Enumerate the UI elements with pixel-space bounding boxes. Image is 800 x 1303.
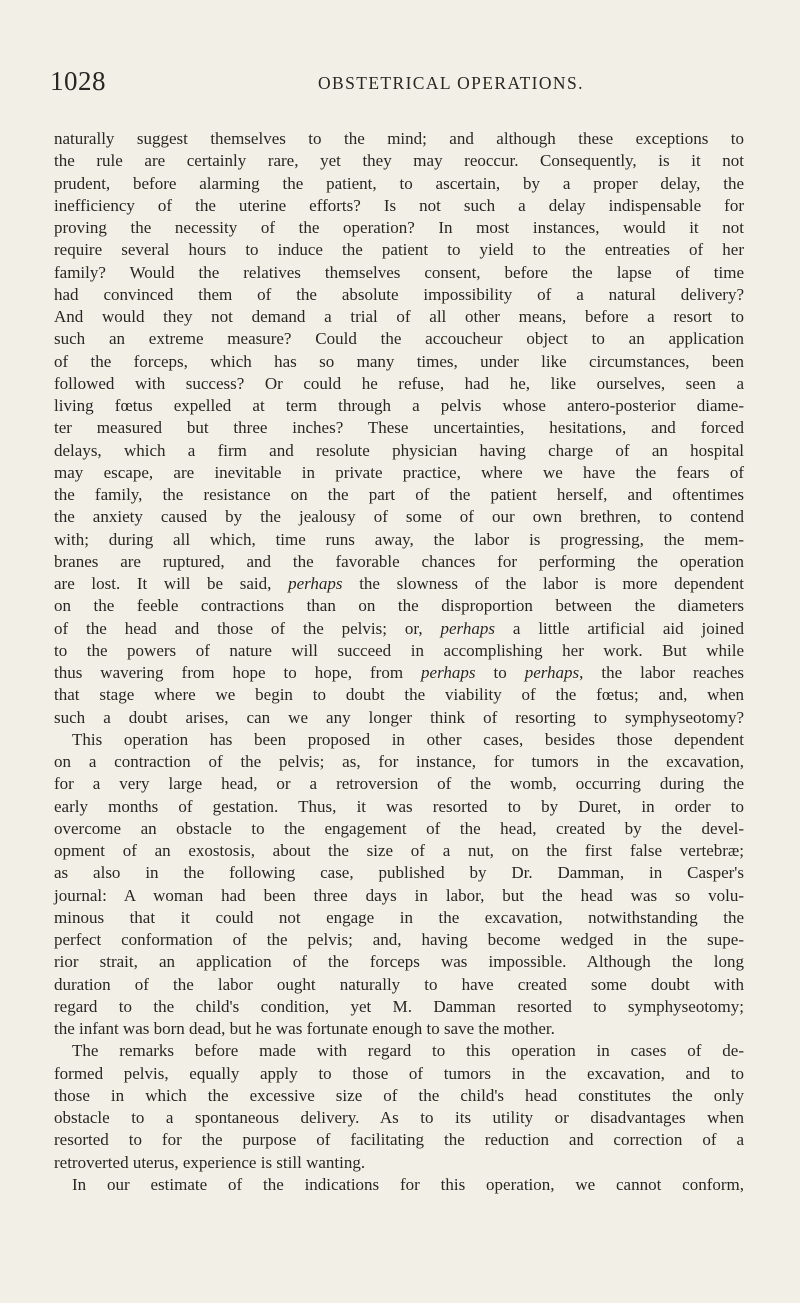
text-line: regard to the child's condition, yet M. Damman resorted to symphyseotomy; xyxy=(54,996,744,1016)
text-line: opment of an exostosis, about the size of a nut, on the first false vertebræ; xyxy=(54,841,744,860)
text-line: obstacle to a spontaneous delivery. As to its utility or disadvantages when xyxy=(54,1108,744,1127)
italic-text: perhaps xyxy=(288,574,343,593)
text-line: on a contraction of the pelvis; as, for instance, for tumors in the excavation, xyxy=(54,752,744,771)
page-header xyxy=(0,66,800,96)
italic-text: perhaps xyxy=(440,618,495,638)
text-line: duration of the labor ought naturally to have created some doubt with xyxy=(54,974,744,994)
text-line: the infant was born dead, but he was fortunate enough to save the mother. xyxy=(54,1019,555,1038)
page-number: 1028 xyxy=(50,66,106,96)
text-line: for a very large head, or a retroversion of the womb, occurring during the xyxy=(54,774,744,794)
text-line: living fœtus expelled at term through a pelvis whose antero-posterior diame- xyxy=(54,396,744,415)
text-line: The remarks before made with regard to this operation in cases of de- xyxy=(72,1041,744,1061)
text-line: ter measured but three inches? These uncertainties, hesitations, and forced xyxy=(54,418,744,438)
text-line: that stage where we begin to doubt the viability of the fœtus; and, when xyxy=(54,685,744,705)
text-line: followed with success? Or could he refuse, had he, like ourselves, seen a xyxy=(54,373,744,393)
text-run: are lost. It will be said, xyxy=(54,574,289,593)
text-run: of the head and those of the pelvis; or, xyxy=(54,618,441,638)
text-line: journal: A woman had been three days in labor, but the head was so volu- xyxy=(54,885,744,905)
text-run: to xyxy=(475,663,525,682)
running-head: OBSTETRICAL OPERATIONS. xyxy=(318,73,584,93)
text-line: to the powers of nature will succeed in accomplishing her work. But while xyxy=(54,640,744,660)
text-line: early months of gestation. Thus, it was resorted to by Duret, in order to xyxy=(54,796,744,816)
text-line: the anxiety caused by the jealousy of some of our own brethren, to contend xyxy=(54,507,744,527)
text-line: delays, which a firm and resolute physician having charge of an hospital xyxy=(54,440,744,460)
text-line: In our estimate of the indications for this operation, we cannot conform, xyxy=(72,1174,744,1194)
text-line: with; during all which, time runs away, the labor is progressing, the mem- xyxy=(54,529,744,549)
text-line: of the forceps, which has so many times, under like circumstances, been xyxy=(54,351,744,371)
italic-text: perhaps xyxy=(524,663,580,682)
text-line: naturally suggest themselves to the mind; and although these exceptions to xyxy=(54,129,744,148)
text-line: prudent, before alarming the patient, to ascertain, by a proper delay, the xyxy=(54,173,744,193)
text-run: , the labor reaches xyxy=(579,663,744,682)
text-line: branes are ruptured, and the favorable chances for performing the operation xyxy=(54,551,744,571)
text-line: formed pelvis, equally apply to those of tumors in the excavation, and to xyxy=(54,1063,744,1083)
text-line: inefficiency of the uterine efforts? Is not such a delay indispensable for xyxy=(54,195,744,215)
text-line: retroverted uterus, experience is still wanting. xyxy=(54,1152,366,1172)
text-line: rior strait, an application of the forceps was impossible. Although the long xyxy=(54,952,744,972)
text-line: perfect conformation of the pelvis; and, having become wedged in the supe- xyxy=(54,930,744,949)
text-line xyxy=(54,662,744,684)
body-text xyxy=(54,128,744,1196)
text-line: as also in the following case, published by Dr. Damman, in Casper's xyxy=(54,863,744,883)
italic-text: perhaps xyxy=(421,663,476,682)
text-line: the family, the resistance on the part of the patient herself, and oftentimes xyxy=(54,485,744,504)
text-line: require several hours to induce the patient to yield to the entreaties of her xyxy=(54,240,744,260)
text-line: such a doubt arises, can we any longer think of resorting to symphyseotomy? xyxy=(54,707,744,727)
text-run: thus wavering from hope to hope, from xyxy=(54,663,422,682)
text-line: the rule are certainly rare, yet they may reoccur. Consequently, is it not xyxy=(54,151,744,171)
text-line: proving the necessity of the operation? In most instances, would it not xyxy=(54,218,744,237)
text-line: such an extreme measure? Could the accoucheur object to an application xyxy=(54,329,744,349)
text-line: on the feeble contractions than on the disproportion between the diameters xyxy=(54,596,744,616)
text-line: had convinced them of the absolute impossibility of a natural delivery? xyxy=(54,284,744,304)
text-line: family? Would the relatives themselves consent, before the lapse of time xyxy=(54,262,744,282)
text-line: those in which the excessive size of the child's head constitutes the only xyxy=(54,1085,744,1105)
text-run: a little artificial aid joined xyxy=(494,618,744,638)
text-line: And would they not demand a trial of all other means, before a resort to xyxy=(54,307,744,326)
text-run: the slowness of the labor is more dependent xyxy=(342,574,744,593)
text-line: This operation has been proposed in other cases, besides those dependent xyxy=(72,729,744,749)
text-line: overcome an obstacle to the engagement of the head, created by the devel- xyxy=(54,818,744,838)
text-line xyxy=(54,618,744,640)
text-line: minous that it could not engage in the excavation, notwithstanding the xyxy=(54,907,744,927)
text-line xyxy=(54,573,744,595)
text-line: resorted to for the purpose of facilitating the reduction and correction of a xyxy=(54,1130,744,1150)
text-line: may escape, are inevitable in private practice, where we have the fears of xyxy=(54,462,744,482)
